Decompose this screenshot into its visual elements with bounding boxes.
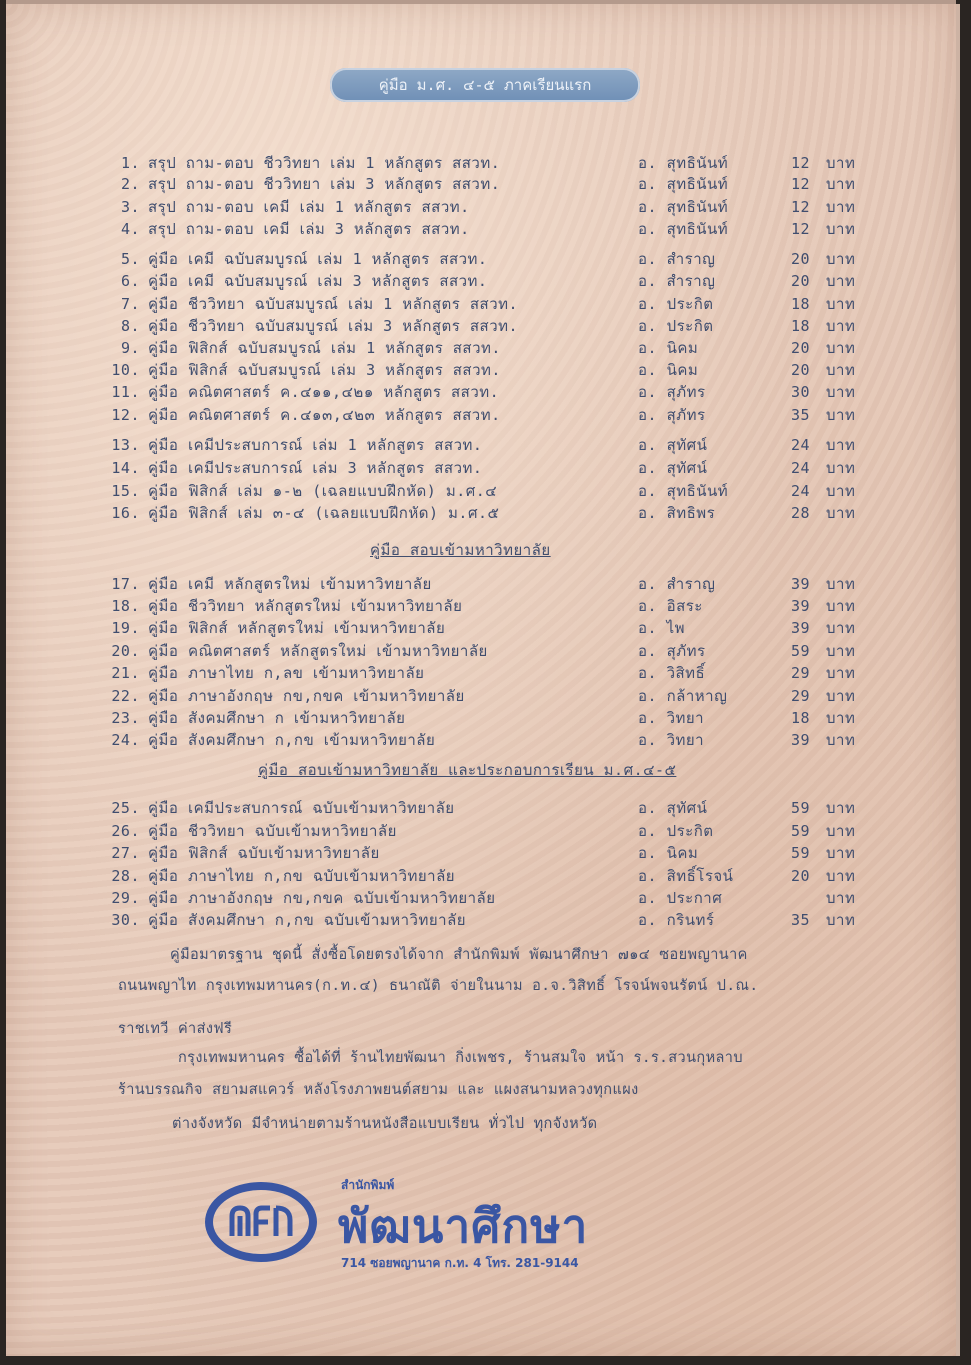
book-row [0,707,900,729]
book-title: สรุป ถาม-ตอบ ชีววิทยา เล่ม 1 หลักสูตร สสวท. [148,154,501,172]
book-row [0,480,900,502]
book-author: อ. สุทธินันท์ [638,175,729,193]
book-price-unit: บาท [826,575,856,593]
book-price: 20 [790,361,810,379]
book-price-unit: บาท [826,619,856,637]
book-price: 20 [790,339,810,357]
book-title: คู่มือ ชีววิทยา ฉบับสมบูรณ์ เล่ม 1 หลักสูตร สสวท. [148,295,519,313]
book-row [0,662,900,684]
book-author: อ. ไพ [638,619,686,637]
book-row [0,218,900,240]
book-number: 5. [120,250,140,268]
book-price-unit: บาท [826,867,856,885]
book-number: 15. [111,482,140,500]
book-row [0,640,900,662]
book-row [0,293,900,315]
book-price: 59 [790,642,810,660]
book-number: 20. [111,642,140,660]
book-title: สรุป ถาม-ตอบ ชีววิทยา เล่ม 3 หลักสูตร สสวท. [148,175,501,193]
book-price-unit: บาท [826,642,856,660]
book-price: 28 [790,504,810,522]
book-price-unit: บาท [826,504,856,522]
book-price-unit: บาท [826,339,856,357]
book-title: คู่มือ ฟิสิกส์ หลักสูตรใหม่ เข้ามหาวิทยาลัย [148,619,446,637]
book-row [0,404,900,426]
book-price-unit: บาท [826,361,856,379]
book-price-unit: บาท [826,889,856,907]
book-price: 20 [790,272,810,290]
book-title: คู่มือ เคมี ฉบับสมบูรณ์ เล่ม 1 หลักสูตร สสวท. [148,250,488,268]
book-price-unit: บาท [826,709,856,727]
book-row [0,842,900,864]
book-title: คู่มือ คณิตศาสตร์ ค.๔๑๓,๔๒๓ หลักสูตร สสวท. [148,406,501,424]
book-price: 20 [790,867,810,885]
section-title-university-entrance: คู่มือ สอบเข้ามหาวิทยาลัย [370,541,551,559]
book-author: อ. ประกิต [638,822,714,840]
publisher-logo-block [205,1170,655,1280]
book-row [0,865,900,887]
book-title: คู่มือ คณิตศาสตร์ หลักสูตรใหม่ เข้ามหาวิทยาลัย [148,642,488,660]
book-price: 12 [790,175,810,193]
book-title: คู่มือ ชีววิทยา ฉบับสมบูรณ์ เล่ม 3 หลักสูตร สสวท. [148,317,519,335]
book-title: คู่มือ ฟิสิกส์ เล่ม ๓-๔ (เฉลยแบบฝึกหัด) ม.ศ.๕ [148,504,500,522]
book-price: 59 [790,822,810,840]
book-author: อ. นิคม [638,361,699,379]
book-price: 39 [790,619,810,637]
provinces-line: ต่างจังหวัด มีจำหน่ายตามร้านหนังสือแบบเรียน ทั่วไป ทุกจังหวัด [172,1116,598,1132]
header-banner: คู่มือ ม.ศ. ๔-๕ ภาคเรียนแรก [330,68,640,102]
book-number: 9. [120,339,140,357]
section-title-university-and-study: คู่มือ สอบเข้ามหาวิทยาลัย และประกอบการเรียน ม.ศ.๔-๕ [258,761,677,779]
publisher-name: พัฒนาศึกษา [338,1199,589,1253]
book-price: 18 [790,295,810,313]
book-row [0,887,900,909]
book-number: 22. [111,687,140,705]
book-price: 24 [790,459,810,477]
book-price: 59 [790,844,810,862]
book-row [0,434,900,456]
book-number: 13. [111,436,140,454]
book-author: อ. สำราญ [638,250,716,268]
book-price-unit: บาท [826,383,856,401]
book-price: 24 [790,482,810,500]
book-price: 35 [790,406,810,424]
book-price-unit: บาท [826,295,856,313]
book-row [0,248,900,270]
book-author: อ. ประกาศ [638,889,723,907]
book-author: อ. สุภัทร [638,406,706,424]
book-price-unit: บาท [826,250,856,268]
book-author: อ. กล้าหาญ [638,687,728,705]
book-number: 28. [111,867,140,885]
book-row [0,152,900,174]
book-price: 30 [790,383,810,401]
book-author: อ. ประกิต [638,317,714,335]
book-title: สรุป ถาม-ตอบ เคมี เล่ม 1 หลักสูตร สสวท. [148,198,470,216]
book-author: อ. วิสิทธิ์ [638,664,706,682]
book-number: 27. [111,844,140,862]
book-title: คู่มือ ฟิสิกส์ ฉบับสมบูรณ์ เล่ม 3 หลักสูตร สสวท. [148,361,501,379]
order-paragraph-line-1: คู่มือมาตรฐาน ชุดนี้ สั่งซื้อโดยตรงได้จาก สำนักพิมพ์ พัฒนาศึกษา ๗๑๔ ซอยพญานาค [170,947,748,963]
book-price-unit: บาท [826,154,856,172]
book-price: 12 [790,220,810,238]
book-number: 4. [120,220,140,238]
book-price-unit: บาท [826,687,856,705]
book-price-unit: บาท [826,911,856,929]
book-author: อ. สุภัทร [638,642,706,660]
book-number: 12. [111,406,140,424]
order-paragraph-line-2: ถนนพญาไท กรุงเทพมหานคร(ก.ท.๔) ธนาณัติ จ่ายในนาม อ.จ.วิสิทธิ์ โรจน์พจนรัตน์ ป.ณ. [118,978,759,994]
book-row [0,196,900,218]
book-author: อ. สุทัศน์ [638,436,708,454]
book-number: 14. [111,459,140,477]
book-row [0,173,900,195]
book-number: 7. [120,295,140,313]
book-price-unit: บาท [826,272,856,290]
book-row [0,573,900,595]
book-title: สรุป ถาม-ตอบ เคมี เล่ม 3 หลักสูตร สสวท. [148,220,470,238]
book-row [0,315,900,337]
book-price-unit: บาท [826,731,856,749]
book-row [0,337,900,359]
book-price: 20 [790,250,810,268]
book-number: 21. [111,664,140,682]
book-number: 30. [111,911,140,929]
book-author: อ. สุทธินันท์ [638,198,729,216]
book-title: คู่มือ ภาษาไทย ก,ลข เข้ามหาวิทยาลัย [148,664,425,682]
book-price-unit: บาท [826,664,856,682]
bangkok-shops-line-1: กรุงเทพมหานคร ซื้อได้ที่ ร้านไทยพัฒนา กิ่งเพชร, ร้านสมใจ หน้า ร.ร.สวนกุหลาบ [178,1050,743,1066]
book-price-unit: บาท [826,799,856,817]
book-number: 18. [111,597,140,615]
book-price: 24 [790,436,810,454]
book-title: คู่มือ ชีววิทยา หลักสูตรใหม่ เข้ามหาวิทยาลัย [148,597,463,615]
book-title: คู่มือ เคมี หลักสูตรใหม่ เข้ามหาวิทยาลัย [148,575,432,593]
book-number: 26. [111,822,140,840]
book-number: 2. [120,175,140,193]
book-price: 29 [790,664,810,682]
book-author: อ. สิทธิพร [638,504,716,522]
book-author: อ. สุทัศน์ [638,799,708,817]
book-author: อ. ประกิต [638,295,714,313]
book-title: คู่มือ สังคมศึกษา ก,กข ฉบับเข้ามหาวิทยาลัย [148,911,467,929]
book-author: อ. อิสระ [638,597,703,615]
publisher-address: 714 ซอยพญานาค ก.ท. 4 โทร. 281-9144 [341,1256,579,1270]
book-price-unit: บาท [826,198,856,216]
book-price-unit: บาท [826,459,856,477]
book-author: อ. วิทยา [638,709,705,727]
book-title: คู่มือ ฟิสิกส์ ฉบับสมบูรณ์ เล่ม 1 หลักสูตร สสวท. [148,339,501,357]
book-number: 10. [111,361,140,379]
book-price-unit: บาท [826,406,856,424]
publisher-logo-icon [205,1182,317,1262]
book-author: อ. วิทยา [638,731,705,749]
book-title: คู่มือ ฟิสิกส์ ฉบับเข้ามหาวิทยาลัย [148,844,380,862]
book-price-unit: บาท [826,822,856,840]
book-author: อ. สุทธินันท์ [638,220,729,238]
book-number: 8. [120,317,140,335]
book-title: คู่มือ คณิตศาสตร์ ค.๔๑๑,๔๒๑ หลักสูตร สสวท. [148,383,500,401]
book-number: 17. [111,575,140,593]
book-title: คู่มือ ฟิสิกส์ เล่ม ๑-๒ (เฉลยแบบฝึกหัด) ม.ศ.๔ [148,482,498,500]
book-author: อ. สุทัศน์ [638,459,708,477]
book-author: อ. นิคม [638,844,699,862]
book-title: คู่มือ ชีววิทยา ฉบับเข้ามหาวิทยาลัย [148,822,397,840]
book-price: 12 [790,198,810,216]
book-number: 3. [120,198,140,216]
book-number: 25. [111,799,140,817]
book-row [0,617,900,639]
book-price-unit: บาท [826,436,856,454]
book-price-unit: บาท [826,220,856,238]
book-author: อ. สำราญ [638,272,716,290]
book-number: 19. [111,619,140,637]
book-price: 18 [790,317,810,335]
book-number: 29. [111,889,140,907]
book-row [0,685,900,707]
book-author: อ. สุทธินันท์ [638,482,729,500]
book-price: 39 [790,597,810,615]
book-row [0,909,900,931]
book-price: 29 [790,687,810,705]
bangkok-shops-line-2: ร้านบรรณกิจ สยามสแควร์ หลังโรงภาพยนต์สยาม และ แผงสนามหลวงทุกแผง [118,1082,639,1098]
book-title: คู่มือ ภาษาไทย ก,กข ฉบับเข้ามหาวิทยาลัย [148,867,456,885]
book-number: 1. [120,154,140,172]
book-row [0,595,900,617]
book-number: 16. [111,504,140,522]
book-price: 18 [790,709,810,727]
book-author: อ. กรินทร์ [638,911,715,929]
book-author: อ. สิทธิ์โรจน์ [638,867,734,885]
book-row [0,381,900,403]
book-title: คู่มือ เคมี ฉบับสมบูรณ์ เล่ม 3 หลักสูตร สสวท. [148,272,488,290]
book-title: คู่มือ ภาษาอังกฤษ กข,กขค ฉบับเข้ามหาวิทยาลัย [148,889,496,907]
book-title: คู่มือ สังคมศึกษา ก,กข เข้ามหาวิทยาลัย [148,731,436,749]
book-price-unit: บาท [826,317,856,335]
book-row [0,359,900,381]
book-author: อ. นิคม [638,339,699,357]
book-author: อ. สุภัทร [638,383,706,401]
book-title: คู่มือ เคมีประสบการณ์ ฉบับเข้ามหาวิทยาลัย [148,799,455,817]
book-price-unit: บาท [826,482,856,500]
book-author: อ. สำราญ [638,575,716,593]
book-price: 59 [790,799,810,817]
book-price-unit: บาท [826,175,856,193]
book-title: คู่มือ สังคมศึกษา ก เข้ามหาวิทยาลัย [148,709,406,727]
book-row [0,502,900,524]
book-title: คู่มือ เคมีประสบการณ์ เล่ม 3 หลักสูตร สสวท. [148,459,483,477]
book-row [0,457,900,479]
book-price: 39 [790,731,810,749]
book-number: 23. [111,709,140,727]
order-paragraph-line-3: ราชเทวี ค่าส่งฟรี [118,1021,233,1037]
book-price: 39 [790,575,810,593]
book-price-unit: บาท [826,597,856,615]
publisher-small-label: สำนักพิมพ์ [341,1178,395,1192]
book-row [0,820,900,842]
book-row [0,797,900,819]
book-price-unit: บาท [826,844,856,862]
book-title: คู่มือ เคมีประสบการณ์ เล่ม 1 หลักสูตร สสวท. [148,436,483,454]
book-title: คู่มือ ภาษาอังกฤษ กข,กขค เข้ามหาวิทยาลัย [148,687,465,705]
book-price: 12 [790,154,810,172]
book-number: 11. [111,383,140,401]
book-number: 6. [120,272,140,290]
book-price: 35 [790,911,810,929]
book-author: อ. สุทธินันท์ [638,154,729,172]
book-row [0,270,900,292]
book-row [0,729,900,751]
book-number: 24. [111,731,140,749]
